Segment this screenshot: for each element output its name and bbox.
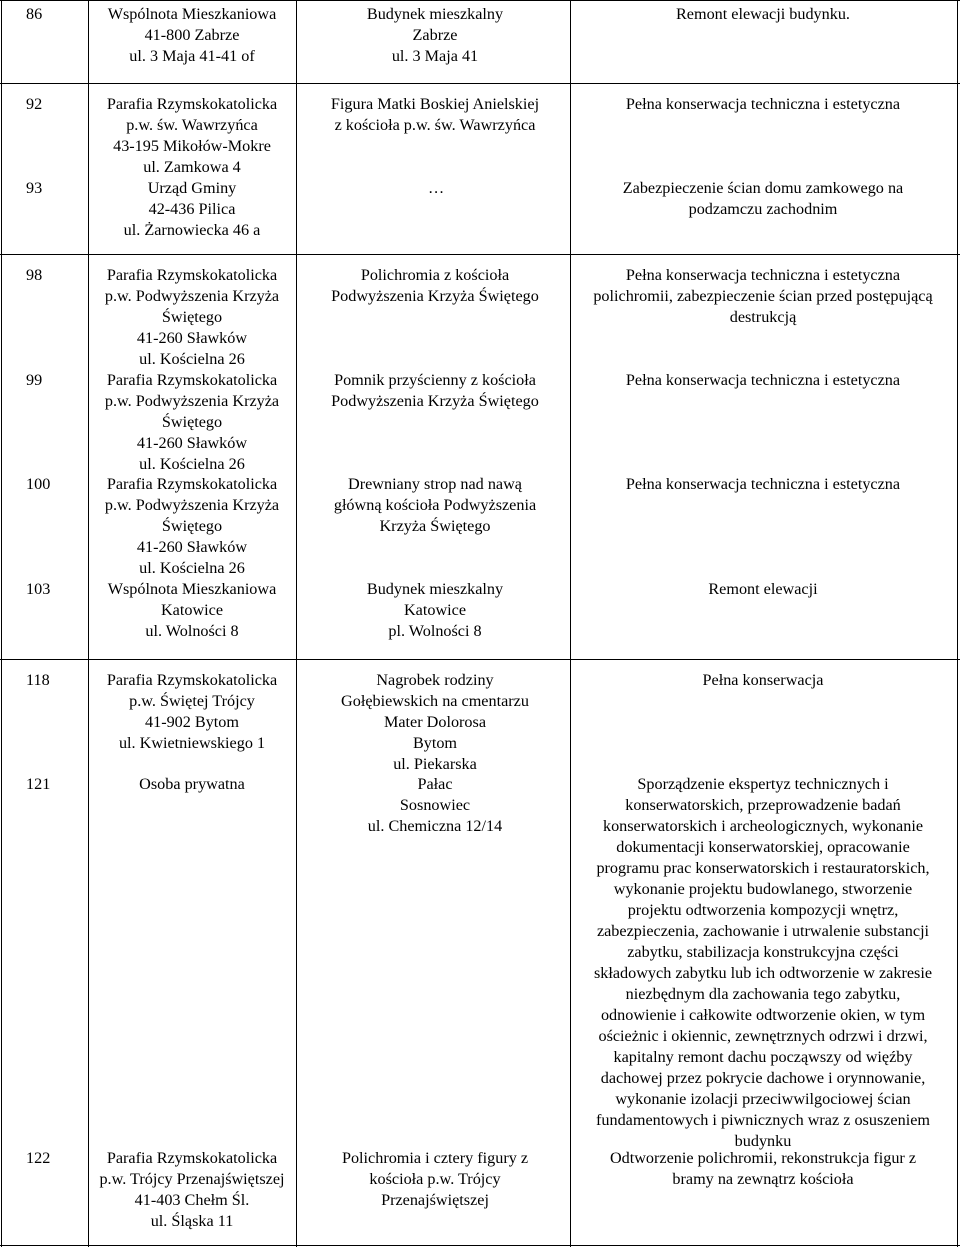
scope-line: wykonanie izolacji przeciwwilgociowej ścian xyxy=(615,1090,911,1108)
scope-cell xyxy=(573,474,953,495)
owner-line: 41-902 Bytom xyxy=(145,713,239,731)
scope-line: fundamentowych i piwnicznych wraz z osuszeniem xyxy=(596,1111,930,1129)
object-line: Zabrze xyxy=(412,26,458,44)
owner-cell xyxy=(92,178,292,241)
object-cell xyxy=(300,774,570,837)
entry-number: 121 xyxy=(26,775,51,793)
scope-line: Pełna konserwacja techniczna i estetyczna xyxy=(625,266,901,284)
scope-cell xyxy=(573,94,953,115)
object-line: Pomnik przyścienny z kościoła xyxy=(334,371,536,389)
object-line: Podwyższenia Krzyża Świętego xyxy=(331,392,539,410)
owner-line: Świętego xyxy=(161,413,223,431)
table-rule xyxy=(570,0,571,1247)
table-rule xyxy=(0,659,960,660)
owner-line: ul. Śląska 11 xyxy=(150,1212,234,1230)
table-rule xyxy=(0,0,960,1)
object-cell xyxy=(300,94,570,136)
scope-line: dokumentacji konserwatorskiej, opracowanie xyxy=(616,838,910,856)
object-line: Bytom xyxy=(412,734,458,752)
scope-line: Odtworzenie polichromii, rekonstrukcja figur z xyxy=(609,1149,917,1167)
object-line: Budynek mieszkalny xyxy=(366,5,504,23)
scope-cell xyxy=(573,265,953,328)
scope-line: Pełna konserwacja xyxy=(702,671,824,689)
owner-cell xyxy=(92,1148,292,1232)
object-line: ul. Piekarska xyxy=(393,755,477,773)
object-line: Mater Dolorosa xyxy=(383,713,487,731)
scope-line: Sporządzenie ekspertyz technicznych i xyxy=(637,775,889,793)
object-line: Sosnowiec xyxy=(399,796,471,814)
owner-line: ul. Kościelna 26 xyxy=(139,350,245,368)
owner-line: ul. Zamkowa 4 xyxy=(143,158,241,176)
object-line: Katowice xyxy=(403,601,467,619)
owner-line: Urząd Gminy xyxy=(147,179,237,197)
owner-cell xyxy=(92,474,292,579)
object-line: główną kościoła Podwyższenia xyxy=(333,496,537,514)
scope-line: Zabezpieczenie ścian domu zamkowego na xyxy=(622,179,904,197)
owner-line: ul. Kościelna 26 xyxy=(139,455,245,473)
owner-line: 41-403 Chełm Śl. xyxy=(134,1191,250,1209)
object-cell xyxy=(300,579,570,642)
owner-line: ul. 3 Maja 41-41 of xyxy=(129,47,255,65)
scope-line: konserwatorskich i archeologicznych, wykonanie xyxy=(602,817,924,835)
object-line: Gołębiewskich na cmentarzu xyxy=(341,692,529,710)
object-line: pl. Wolności 8 xyxy=(388,622,482,640)
scope-cell xyxy=(573,370,953,391)
scope-line: odnowienie i całkowite odtworzenie okien, w tym xyxy=(600,1006,926,1024)
owner-line: ul. Kościelna 26 xyxy=(139,559,245,577)
owner-line: Parafia Rzymskokatolicka xyxy=(106,371,278,389)
owner-cell xyxy=(92,4,292,67)
scope-line: Pełna konserwacja techniczna i estetyczna xyxy=(625,371,901,389)
owner-line: 41-260 Sławków xyxy=(136,329,248,347)
scope-line: ościeżnic i okiennic, zewnętrznych odrzwi i drzwi, xyxy=(598,1027,928,1045)
table-rule xyxy=(957,0,958,1247)
entry-number: 86 xyxy=(26,5,43,23)
entry-number: 99 xyxy=(26,371,43,389)
scope-line: Remont elewacji budynku. xyxy=(676,5,850,23)
owner-line: Wspólnota Mieszkaniowa xyxy=(107,580,277,598)
owner-line: Świętego xyxy=(161,517,223,535)
owner-line: p.w. Trójcy Przenajświętszej xyxy=(99,1170,285,1188)
scope-line: programu prac konserwatorskich i restauratorskich, xyxy=(596,859,930,877)
object-line: Krzyża Świętego xyxy=(379,517,491,535)
entry-number: 93 xyxy=(26,179,43,197)
scope-cell xyxy=(573,178,953,220)
object-cell xyxy=(300,265,570,307)
object-line: Przenajświętszej xyxy=(381,1191,489,1209)
owner-line: 41-800 Zabrze xyxy=(144,26,240,44)
owner-line: Katowice xyxy=(160,601,224,619)
object-line: z kościoła p.w. św. Wawrzyńca xyxy=(334,116,536,134)
object-cell xyxy=(300,370,570,412)
owner-line: ul. Żarnowiecka 46 a xyxy=(123,221,261,239)
owner-line: ul. Wolności 8 xyxy=(145,622,239,640)
object-line: Nagrobek rodziny xyxy=(376,671,494,689)
owner-cell xyxy=(92,579,292,642)
table-rule xyxy=(0,254,960,255)
object-cell xyxy=(300,474,570,537)
object-line: Pałac xyxy=(417,775,453,793)
object-line: ul. Chemiczna 12/14 xyxy=(367,817,503,835)
object-cell xyxy=(300,178,570,199)
table-rule xyxy=(296,0,297,1247)
object-line: Drewniany strop nad nawą xyxy=(348,475,522,493)
scope-cell xyxy=(573,774,953,1152)
scope-cell xyxy=(573,579,953,600)
owner-line: Parafia Rzymskokatolicka xyxy=(106,266,278,284)
scope-line: budynku xyxy=(734,1132,792,1150)
owner-line: 43-195 Mikołów-Mokre xyxy=(113,137,271,155)
owner-line: 42-436 Pilica xyxy=(148,200,236,218)
scope-line: Pełna konserwacja techniczna i estetyczna xyxy=(625,475,901,493)
owner-line: Wspólnota Mieszkaniowa xyxy=(107,5,277,23)
owner-cell xyxy=(92,370,292,475)
scope-line: kapitalny remont dachu począwszy od więźby xyxy=(613,1048,913,1066)
owner-line: p.w. Świętej Trójcy xyxy=(129,692,255,710)
object-line: Podwyższenia Krzyża Świętego xyxy=(331,287,539,305)
object-line: ul. 3 Maja 41 xyxy=(391,47,479,65)
owner-line: ul. Kwietniewskiego 1 xyxy=(118,734,266,752)
scope-line: wykonanie projektu budowlanego, stworzenie xyxy=(613,880,913,898)
scope-line: Pełna konserwacja techniczna i estetyczna xyxy=(625,95,901,113)
scope-line: bramy na zewnątrz kościoła xyxy=(672,1170,854,1188)
scope-line: destrukcją xyxy=(729,308,797,326)
owner-cell xyxy=(92,774,292,795)
scope-cell xyxy=(573,1148,953,1190)
object-cell xyxy=(300,670,570,775)
scope-cell xyxy=(573,4,953,25)
owner-cell xyxy=(92,94,292,178)
entry-number: 100 xyxy=(26,475,51,493)
object-cell xyxy=(300,1148,570,1211)
object-line: Polichromia i cztery figury z xyxy=(341,1149,529,1167)
owner-line: Parafia Rzymskokatolicka xyxy=(106,671,278,689)
owner-line: p.w. Podwyższenia Krzyża xyxy=(104,496,280,514)
owner-line: p.w. św. Wawrzyńca xyxy=(126,116,258,134)
entry-number: 92 xyxy=(26,95,43,113)
table-rule xyxy=(0,1245,960,1246)
entry-number: 103 xyxy=(26,580,51,598)
owner-line: Parafia Rzymskokatolicka xyxy=(106,475,278,493)
scope-line: podzamczu zachodnim xyxy=(688,200,838,218)
scope-line: zabytku, stabilizacja konstrukcyjna części xyxy=(627,943,899,961)
scope-line: zabezpieczenia, zachowanie i utrwalenie substancji xyxy=(596,922,930,940)
object-line: kościoła p.w. Trójcy xyxy=(369,1170,501,1188)
owner-line: p.w. Podwyższenia Krzyża xyxy=(104,392,280,410)
scope-line: polichromii, zabezpieczenie ścian przed postępującą xyxy=(593,287,933,305)
owner-cell xyxy=(92,670,292,754)
table-rule xyxy=(0,83,960,84)
owner-line: Osoba prywatna xyxy=(139,775,245,793)
table-rule xyxy=(1,0,2,1247)
object-line: Figura Matki Boskiej Anielskiej xyxy=(330,95,540,113)
owner-line: Parafia Rzymskokatolicka xyxy=(106,1149,278,1167)
owner-line: p.w. Podwyższenia Krzyża xyxy=(104,287,280,305)
owner-line: Parafia Rzymskokatolicka xyxy=(106,95,278,113)
scope-line: Remont elewacji xyxy=(708,580,818,598)
object-line: Budynek mieszkalny xyxy=(366,580,504,598)
entry-number: 98 xyxy=(26,266,43,284)
owner-line: Świętego xyxy=(161,308,223,326)
object-cell xyxy=(300,4,570,67)
scope-line: konserwatorskich, przeprowadzenie badań xyxy=(625,796,901,814)
entry-number: 122 xyxy=(26,1149,51,1167)
object-line: … xyxy=(428,179,445,197)
scope-line: projektu odtworzenia kompozycji wnętrz, xyxy=(627,901,899,919)
scope-line: dachowej przez pokrycie dachowe i orynnowanie, xyxy=(600,1069,926,1087)
entry-number: 118 xyxy=(26,671,50,689)
scope-line: niezbędnym dla zachowania tego zabytku, xyxy=(625,985,901,1003)
owner-line: 41-260 Sławków xyxy=(136,434,248,452)
owner-line: 41-260 Sławków xyxy=(136,538,248,556)
object-line: Polichromia z kościoła xyxy=(360,266,510,284)
scope-line: składowych zabytku lub ich odtworzenie w zakresie xyxy=(593,964,933,982)
owner-cell xyxy=(92,265,292,370)
table-rule xyxy=(88,0,89,1247)
scope-cell xyxy=(573,670,953,691)
